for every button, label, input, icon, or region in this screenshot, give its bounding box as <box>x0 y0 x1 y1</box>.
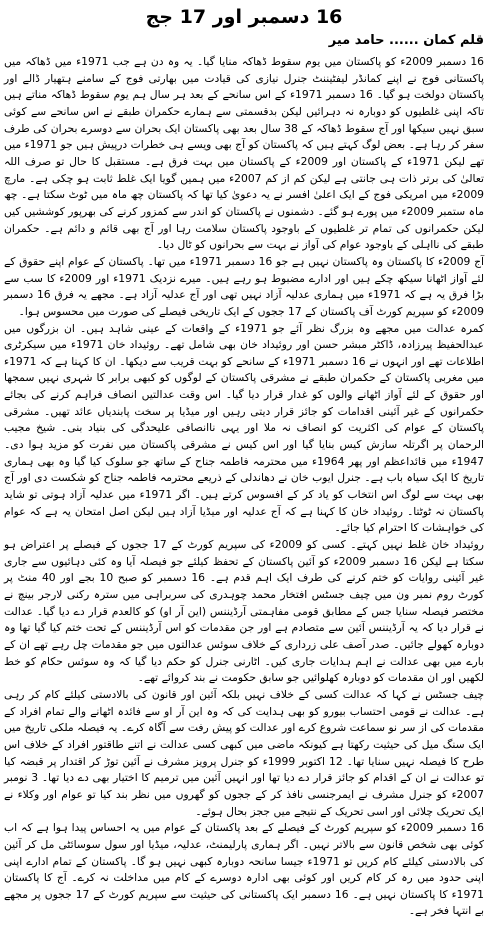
column-byline: قلم کمان ...... حامد میر <box>328 33 484 48</box>
body-paragraph: 16 دسمبر 2009ء کو پاکستان میں یوم سقوط ڈھاکہ منایا گیا۔ یہ وہ دن ہے جب 1971ء میں ڈھاکہ میں پاکستانی فوج نے اپنے کمانڈر لیفٹیننٹ جنرل نیازی کی قیادت میں بھارتی فوج کے سامنے ہتھیار ڈالے اور پاکستان دولخت ہو گیا۔ 16 دسمبر 1971ء کے اس سانحے کے بعد ہر سال ہم یوم سقوط ڈھاکہ مناتے ہیں تاکہ اپنی غلطیوں کو دوبارہ نہ دہرائیں لیکن بدقسمتی سے ہمارے حکمران طبقے نے اس سانحے سے کوئی سبق نہیں سیکھا اور آج سقوط ڈھاکہ کے 38 سال بعد بھی پاکستان ایک بحران سے دوسرے بحران کی طرف سفر کر رہا ہے۔ بعض لوگ کہتے ہیں کہ پاکستان کو آج بھی ویسے ہی خطرات درپیش ہیں جو 1971ء میں تھے لیکن 1971ء کے پاکستان اور 2009ء کے پاکستان میں بہت فرق ہے۔ مستقبل کا حال تو صرف اللہ تعالیٰ کی برتر ذات ہی جانتی ہے لیکن کم از کم 2007ء میں ہمیں گویا ایک غلط ثابت ہو چکی ہے۔ مارچ 2009ء میں امریکی فوج کے ایک اعلیٰ افسر نے یہ دعویٰ کیا تھا کہ پاکستان چھ ماہ میں ٹوٹ سکتا ہے۔ چھ ماہ ستمبر 2009ء میں پورے ہو گئے۔ دشمنوں نے پاکستان کو اندر سے کمزور کرنے کی بھرپور کوششیں کیں لیکن حکمرانوں کی تمام تر غلطیوں کے باوجود پاکستان سلامت رہا اور آج بھی قائم و دائم ہے۔ حکمران طبقے کی نااہلی کے باوجود عوام کی آواز نے بہت سے بحرانوں کو ٹال دیا۔ <box>4 55 485 252</box>
body-paragraph: کمرہ عدالت میں مجھے وہ بزرگ نظر آئے جو 1971ء کے واقعات کے عینی شاہد ہیں۔ ان بزرگوں میں عبدالحفیظ پیرزادہ، ڈاکٹر مبشر حسن اور روئیداد خان بھی شامل تھے۔ روئیداد خان 1971ء میں سیکرٹری اطلاعات تھے اور انہوں نے 16 دسمبر 1971ء کے سانحے کو بہت قریب سے دیکھا۔ ان کا کہنا ہے کہ 1971ء میں مغربی پاکستان کے حکمران طبقے نے مشرقی پاکستان کے لوگوں کو کبھی برابر کا شہری نہیں سمجھا اور حقوق کے لئے آواز اٹھانے والوں کو غدار قرار دیا گیا۔ اس وقت عدالتیں انصاف فراہم کرنے کی بجائے حکمرانوں کے غیر آئینی اقدامات کو جائز قرار دیتی رہیں اور میڈیا پر سخت پابندیاں عائد تھیں۔ مشرقی پاکستان کے عوام کی اکثریت کو انصاف نہ ملا اور یہی ناانصافی علیحدگی کی بنیاد بنی۔ شیخ مجیب الرحمان پر اگرتلہ سازش کیس بنایا گیا اور اس کیس نے مشرقی پاکستان میں نفرت کو مزید ہوا دی۔ 1947ء میں قائداعظم اور پھر 1964ء میں محترمہ فاطمہ جناح کے ساتھ جو سلوک کیا گیا وہ بھی ہماری تاریخ کا ایک سیاہ باب ہے۔ جنرل ایوب خان نے دھاندلی کے ذریعے محترمہ فاطمہ جناح کو شکست دی اور آج بھی بہت سے لوگ اس انتخاب کو یاد کر کے افسوس کرتے ہیں۔ اگر 1971ء میں عدلیہ آزاد ہوتی تو شاید پاکستان نہ ٹوٹتا۔ روئیداد خان کا کہنا ہے کہ آج عدلیہ اور میڈیا آزاد ہیں لیکن اصل امتحان یہ ہے کہ عوام کی خواہشات کا احترام کیا جائے۔ <box>4 321 485 535</box>
body-paragraph: چیف جسٹس نے کہا کہ عدالت کسی کے خلاف نہیں بلکہ آئین اور قانون کی بالادستی کیلئے کام کر رہی ہے۔ عدالت نے قومی احتساب بیورو کو بھی ہدایت کی کہ وہ این آر او سے فائدہ اٹھانے والے تمام افراد کے مقدمات کی از سر نو سماعت شروع کرے اور عدالت کو پیش رفت سے آگاہ کرے۔ یہ فیصلہ ملکی تاریخ میں ایک سنگ میل کی حیثیت رکھتا ہے کیونکہ ماضی میں کبھی کسی عدالت نے اتنے طاقتور افراد کے خلاف اس طرح کا فیصلہ نہیں سنایا تھا۔ 12 اکتوبر 1999ء کو جنرل پرویز مشرف نے آئین توڑ کر اقتدار پر قبضہ کیا تو عدالت نے ان کے اقدام کو جائز قرار دے دیا تھا اور انہیں آئین میں ترمیم کا اختیار بھی دے دیا تھا۔ 3 نومبر 2007ء کو جنرل مشرف نے ایمرجنسی نافذ کر کے ججوں کو گھروں میں نظر بند کیا تو عوام اور وکلاء نے ایک تحریک چلائی اور اسی تحریک کے نتیجے میں ججز بحال ہوئے۔ <box>4 687 484 818</box>
column-headline: 16 دسمبر اور 17 جج <box>145 6 343 28</box>
body-paragraph: روئیداد خان غلط نہیں کہتے۔ کسی کو 2009ء کی سپریم کورٹ کے 17 ججوں کے فیصلے پر اعتراض ہو سکتا ہے لیکن 16 دسمبر 2009ء کو آئین پاکستان کے تحفظ کیلئے جو فیصلہ آیا وہ کئی دہائیوں سے جاری غیر آئینی روایات کو ختم کرنے کی طرف ایک اہم قدم ہے۔ 16 دسمبر کو صبح 10 بجے اور 40 منٹ پر کورٹ روم نمبر ون میں چیف جسٹس افتخار محمد چوہدری کی سربراہی میں سترہ رکنی لارجر بینچ نے مختصر فیصلہ سنایا جس کے مطابق قومی مفاہمتی آرڈیننس (این آر او) کو کالعدم قرار دے دیا گیا۔ عدالت نے قرار دیا کہ یہ آرڈیننس آئین سے متصادم ہے اور جن مقدمات کو اس آرڈیننس کے تحت ختم کیا گیا تھا وہ دوبارہ کھولے جائیں۔ صدر آصف علی زرداری کے خلاف سوئس عدالتوں میں جو مقدمات چل رہے تھے ان کے بارے میں بھی عدالت نے اہم ہدایات جاری کیں۔ اٹارنی جنرل کو حکم دیا گیا کہ وہ سوئس حکام کو خط لکھیں اور ان مقدمات کو دوبارہ کھلوائیں جو سابق حکومت نے بند کروائے تھے۔ <box>4 538 484 685</box>
body-paragraph: 16 دسمبر 2009ء کو سپریم کورٹ کے فیصلے کے بعد پاکستان کے عوام میں یہ احساس پیدا ہوا ہے کہ اب کوئی بھی شخص قانون سے بالاتر نہیں۔ اگر ہماری پارلیمنٹ، عدلیہ، میڈیا اور سول سوسائٹی مل کر آئین کی بالادستی کیلئے کام کریں تو 1971ء جیسا سانحہ دوبارہ کبھی نہیں ہو گا۔ پاکستان کے تمام ادارے اپنی اپنی حدود میں رہ کر کام کریں اور کوئی بھی ادارہ دوسرے کے کام میں مداخلت نہ کرے۔ آج کا پاکستان 1971ء کا پاکستان نہیں ہے۔ 16 دسمبر ایک پاکستانی کی حیثیت سے سپریم کورٹ کے 17 ججوں پر مجھے بے انتہا فخر ہے۔ <box>4 821 484 918</box>
body-paragraph: آج 2009ء کا پاکستان وہ پاکستان نہیں ہے جو 16 دسمبر 1971ء میں تھا۔ پاکستان کے عوام اپنے حقوق کے لئے آواز اٹھانا سیکھ چکے ہیں اور ادارے مضبوط ہو رہے ہیں۔ میرے نزدیک 1971ء اور 2009ء کا سب سے بڑا فرق یہ ہے کہ 1971ء میں ہماری عدلیہ آزاد نہیں تھی اور آج عدلیہ آزاد ہے۔ مجھے یہ فرق 16 دسمبر 2009ء کو سپریم کورٹ آف پاکستان کے 17 ججوں کے ایک تاریخی فیصلے کی صورت میں محسوس ہوا۔ <box>4 254 484 318</box>
